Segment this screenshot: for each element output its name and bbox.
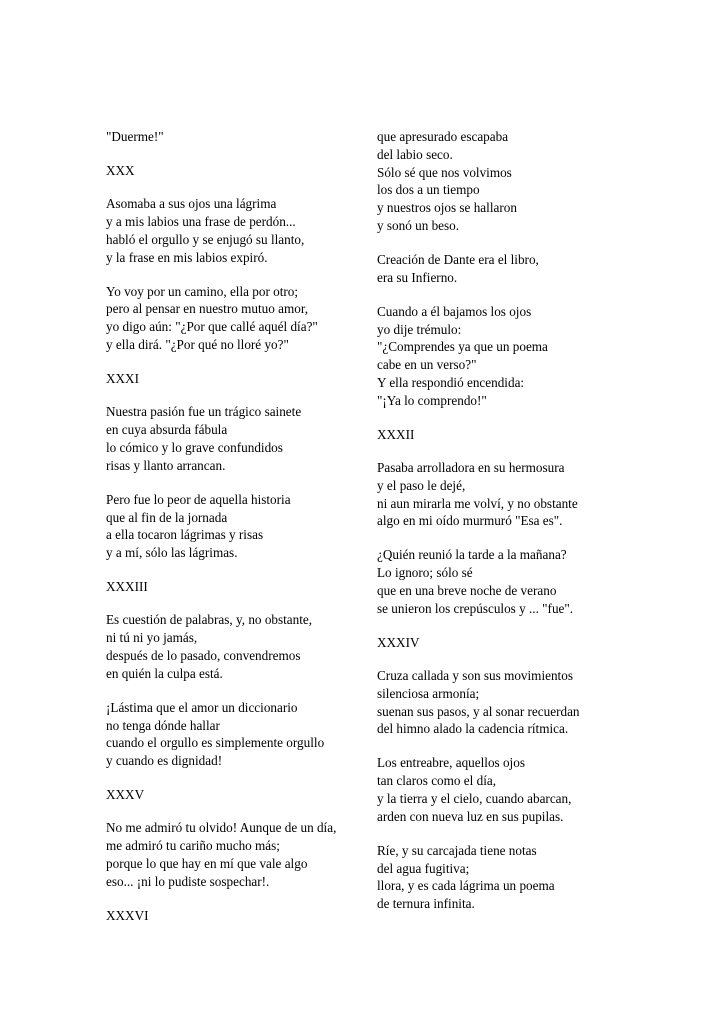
verse-line: Los entreabre, aquellos ojos <box>377 755 525 771</box>
verse-line: "¿Comprendes ya que un poema <box>377 339 548 355</box>
stanza <box>106 699 368 770</box>
verse-line: pero al pensar en nuestro mutuo amor, <box>106 301 308 317</box>
stanza <box>106 491 368 562</box>
stanza <box>106 403 368 474</box>
verse-line: y ella dirá. "¿Por qué no lloré yo?" <box>106 337 289 353</box>
verse-line: ¡Lástima que el amor un diccionario <box>106 699 298 715</box>
verse-line: después de lo pasado, convendremos <box>106 647 301 663</box>
verse-line: en quién la culpa está. <box>106 665 223 681</box>
stanza <box>106 195 368 266</box>
verse-line: Cuando a él bajamos los ojos <box>377 303 532 319</box>
stanza <box>106 128 368 146</box>
stanza <box>106 283 368 354</box>
verse-line: Nuestra pasión fue un trágico sainete <box>106 404 302 420</box>
verse-line: algo en mi oído murmuró "Esa es". <box>377 513 563 529</box>
verse-line: Asomaba a sus ojos una lágrima <box>106 196 277 212</box>
verse-line: y a mis labios una frase de perdón... <box>106 214 296 230</box>
verse-line: suenan sus pasos, y al sonar recuerdan <box>377 703 580 719</box>
verse-line: "¡Ya lo comprendo!" <box>377 392 487 408</box>
verse-line: no tenga dónde hallar <box>106 717 220 733</box>
section-heading <box>106 578 368 596</box>
verse-line: Creación de Dante era el libro, <box>377 251 539 267</box>
section-heading <box>106 907 368 925</box>
verse-line: del himno alado la cadencia rítmica. <box>377 721 569 737</box>
verse-line: los dos a un tiempo <box>377 182 480 198</box>
verse-line: que en una breve noche de verano <box>377 582 557 598</box>
verse-line: silenciosa armonía; <box>377 685 480 701</box>
verse-line: yo dije trémulo: <box>377 321 462 337</box>
section-heading <box>106 786 368 804</box>
section-heading <box>377 426 617 444</box>
stanza <box>377 667 617 738</box>
verse-line: arden con nueva luz en sus pupilas. <box>377 808 564 824</box>
stanza <box>377 842 617 913</box>
verse-line: tan claros como el día, <box>377 773 497 789</box>
verse-line: Cruza callada y son sus movimientos <box>377 668 573 684</box>
verse-line: llora, y es cada lágrima un poema <box>377 878 555 894</box>
verse-line: y cuando es dignidad! <box>106 753 223 769</box>
section-heading <box>106 162 368 180</box>
right-text-column <box>377 128 617 929</box>
verse-line: del labio seco. <box>377 146 453 162</box>
left-text-column <box>106 128 368 940</box>
verse-line: y la tierra y el cielo, cuando abarcan, <box>377 791 572 807</box>
stanza <box>377 459 617 530</box>
verse-line: del agua fugitiva; <box>377 860 470 876</box>
section-heading <box>377 634 617 652</box>
verse-line: que al fin de la jornada <box>106 509 228 525</box>
section-number: XXXV <box>106 787 145 803</box>
stanza <box>377 303 617 410</box>
verse-line: eso... ¡ni lo pudiste sospechar!. <box>106 873 270 889</box>
verse-line: y sonó un beso. <box>377 217 460 233</box>
verse-line: que apresurado escapaba <box>377 129 509 144</box>
verse-line: Y ella respondió encendida: <box>377 374 525 390</box>
stanza <box>106 611 368 682</box>
verse-line: me admiró tu cariño mucho más; <box>106 838 280 854</box>
section-heading <box>106 370 368 388</box>
verse-line: y a mí, sólo las lágrimas. <box>106 545 238 561</box>
section-number: XXXIII <box>106 579 148 595</box>
verse-line: Sólo sé que nos volvimos <box>377 164 512 180</box>
section-number: XXXI <box>106 371 139 387</box>
verse-line: lo cómico y lo grave confundidos <box>106 439 283 455</box>
verse-line: cabe en un verso?" <box>377 357 477 373</box>
verse-line: "Duerme!" <box>106 129 164 144</box>
verse-line: Es cuestión de palabras, y, no obstante, <box>106 612 313 628</box>
verse-line: yo digo aún: "¿Por que callé aquél día?" <box>106 319 318 335</box>
verse-line: y el paso le dejé, <box>377 477 466 493</box>
stanza <box>377 754 617 825</box>
verse-line: a ella tocaron lágrimas y risas <box>106 527 264 543</box>
verse-line: habló el orgullo y se enjugó su llanto, <box>106 231 305 247</box>
verse-line: No me admiró tu olvido! Aunque de un día, <box>106 820 337 836</box>
verse-line: Yo voy por un camino, ella por otro; <box>106 283 299 299</box>
verse-line: Pero fue lo peor de aquella historia <box>106 491 291 507</box>
section-number: XXX <box>106 162 135 178</box>
verse-line: ni tú ni yo jamás, <box>106 630 198 646</box>
verse-line: risas y llanto arrancan. <box>106 457 226 473</box>
section-number: XXXVI <box>106 907 149 923</box>
verse-line: y nuestros ojos se hallaron <box>377 200 517 216</box>
stanza <box>377 251 617 287</box>
verse-line: y la frase en mis labios expiró. <box>106 249 268 265</box>
verse-line: se unieron los crepúsculos y ... "fue". <box>377 600 574 616</box>
verse-line: era su Infierno. <box>377 269 458 285</box>
verse-line: porque lo que hay en mí que vale algo <box>106 856 308 872</box>
verse-line: Ríe, y su carcajada tiene notas <box>377 842 537 858</box>
stanza <box>377 546 617 617</box>
verse-line: cuando el orgullo es simplemente orgullo <box>106 735 325 751</box>
verse-line: ¿Quién reunió la tarde a la mañana? <box>377 547 567 563</box>
verse-line: Lo ignoro; sólo sé <box>377 565 473 581</box>
section-number: XXXIV <box>377 634 420 650</box>
section-number: XXXII <box>377 426 415 442</box>
verse-line: ni aun mirarla me volví, y no obstante <box>377 495 578 511</box>
verse-line: de ternura infinita. <box>377 896 475 912</box>
verse-line: Pasaba arrolladora en su hermosura <box>377 460 565 476</box>
stanza <box>106 819 368 890</box>
stanza <box>377 128 617 235</box>
verse-line: en cuya absurda fábula <box>106 422 228 438</box>
